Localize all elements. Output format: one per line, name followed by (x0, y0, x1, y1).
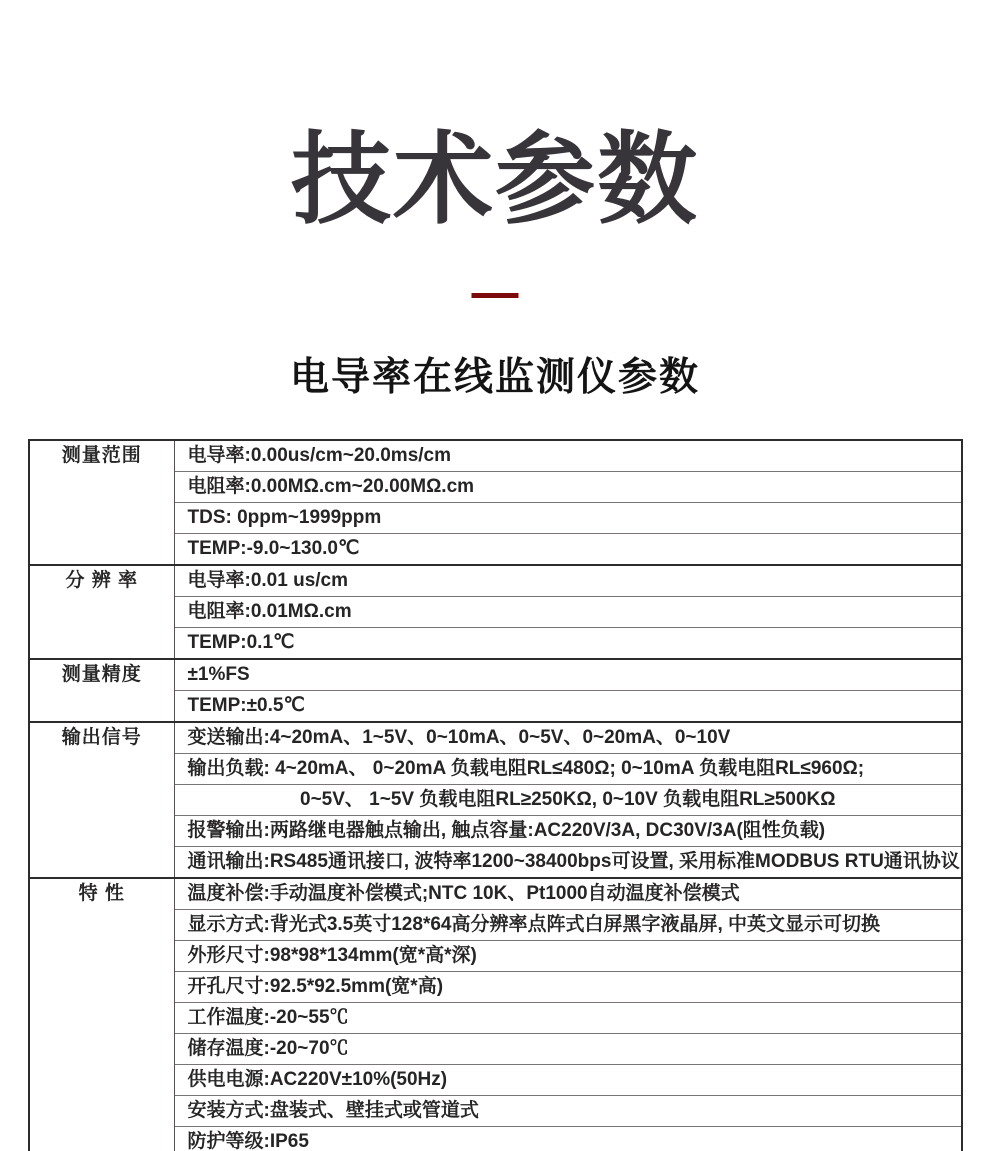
spec-value: 防护等级:IP65 (174, 1127, 962, 1151)
section-subtitle: 电导率在线监测仪参数 (289, 356, 700, 399)
spec-value: 安装方式:盘装式、壁挂式或管道式 (174, 1096, 962, 1127)
spec-table-body (29, 440, 962, 1151)
spec-group-label: 测量精度 (29, 659, 174, 722)
spec-row (29, 440, 962, 472)
spec-value: 通讯输出:RS485通讯接口, 波特率1200~38400bps可设置, 采用标准MODBUS RTU通讯协议 (174, 847, 962, 879)
spec-value: 输出负载: 4~20mA、 0~20mA 负载电阻RL≤480Ω; 0~10mA 负载电阻RL≤960Ω; (174, 754, 962, 785)
spec-row (29, 722, 962, 754)
spec-value: 变送输出:4~20mA、1~5V、0~10mA、0~5V、0~20mA、0~10V (174, 722, 962, 754)
spec-value: 电阻率:0.00MΩ.cm~20.00MΩ.cm (174, 472, 962, 503)
spec-value: 电导率:0.00us/cm~20.0ms/cm (174, 440, 962, 472)
spec-value: 工作温度:-20~55℃ (174, 1003, 962, 1034)
spec-group-label: 输出信号 (29, 722, 174, 878)
spec-group-label: 特 性 (29, 878, 174, 1151)
spec-value: 供电电源:AC220V±10%(50Hz) (174, 1065, 962, 1096)
spec-value: 电导率:0.01 us/cm (174, 565, 962, 597)
spec-value: TEMP:±0.5℃ (174, 691, 962, 723)
spec-value: 0~5V、 1~5V 负载电阻RL≥250KΩ, 0~10V 负载电阻RL≥500KΩ (174, 785, 962, 816)
spec-value: 外形尺寸:98*98*134mm(宽*高*深) (174, 941, 962, 972)
spec-value: TEMP:-9.0~130.0℃ (174, 534, 962, 566)
spec-row (29, 565, 962, 597)
spec-value: 储存温度:-20~70℃ (174, 1034, 962, 1065)
spec-group-label: 测量范围 (29, 440, 174, 565)
spec-value: 显示方式:背光式3.5英寸128*64高分辨率点阵式白屏黑字液晶屏, 中英文显示可切换 (174, 910, 962, 941)
spec-value: TEMP:0.1℃ (174, 628, 962, 660)
spec-value: 开孔尺寸:92.5*92.5mm(宽*高) (174, 972, 962, 1003)
spec-table (28, 439, 963, 1151)
spec-value: 电阻率:0.01MΩ.cm (174, 597, 962, 628)
spec-group-label: 分 辨 率 (29, 565, 174, 659)
page-title: 技术参数 (291, 124, 699, 236)
title-accent-divider (472, 293, 519, 298)
spec-value: TDS: 0ppm~1999ppm (174, 503, 962, 534)
spec-value: ±1%FS (174, 659, 962, 691)
spec-value: 温度补偿:手动温度补偿模式;NTC 10K、Pt1000自动温度补偿模式 (174, 878, 962, 910)
spec-row (29, 878, 962, 910)
spec-value: 报警输出:两路继电器触点输出, 触点容量:AC220V/3A, DC30V/3A(阻性负载) (174, 816, 962, 847)
spec-row (29, 659, 962, 691)
